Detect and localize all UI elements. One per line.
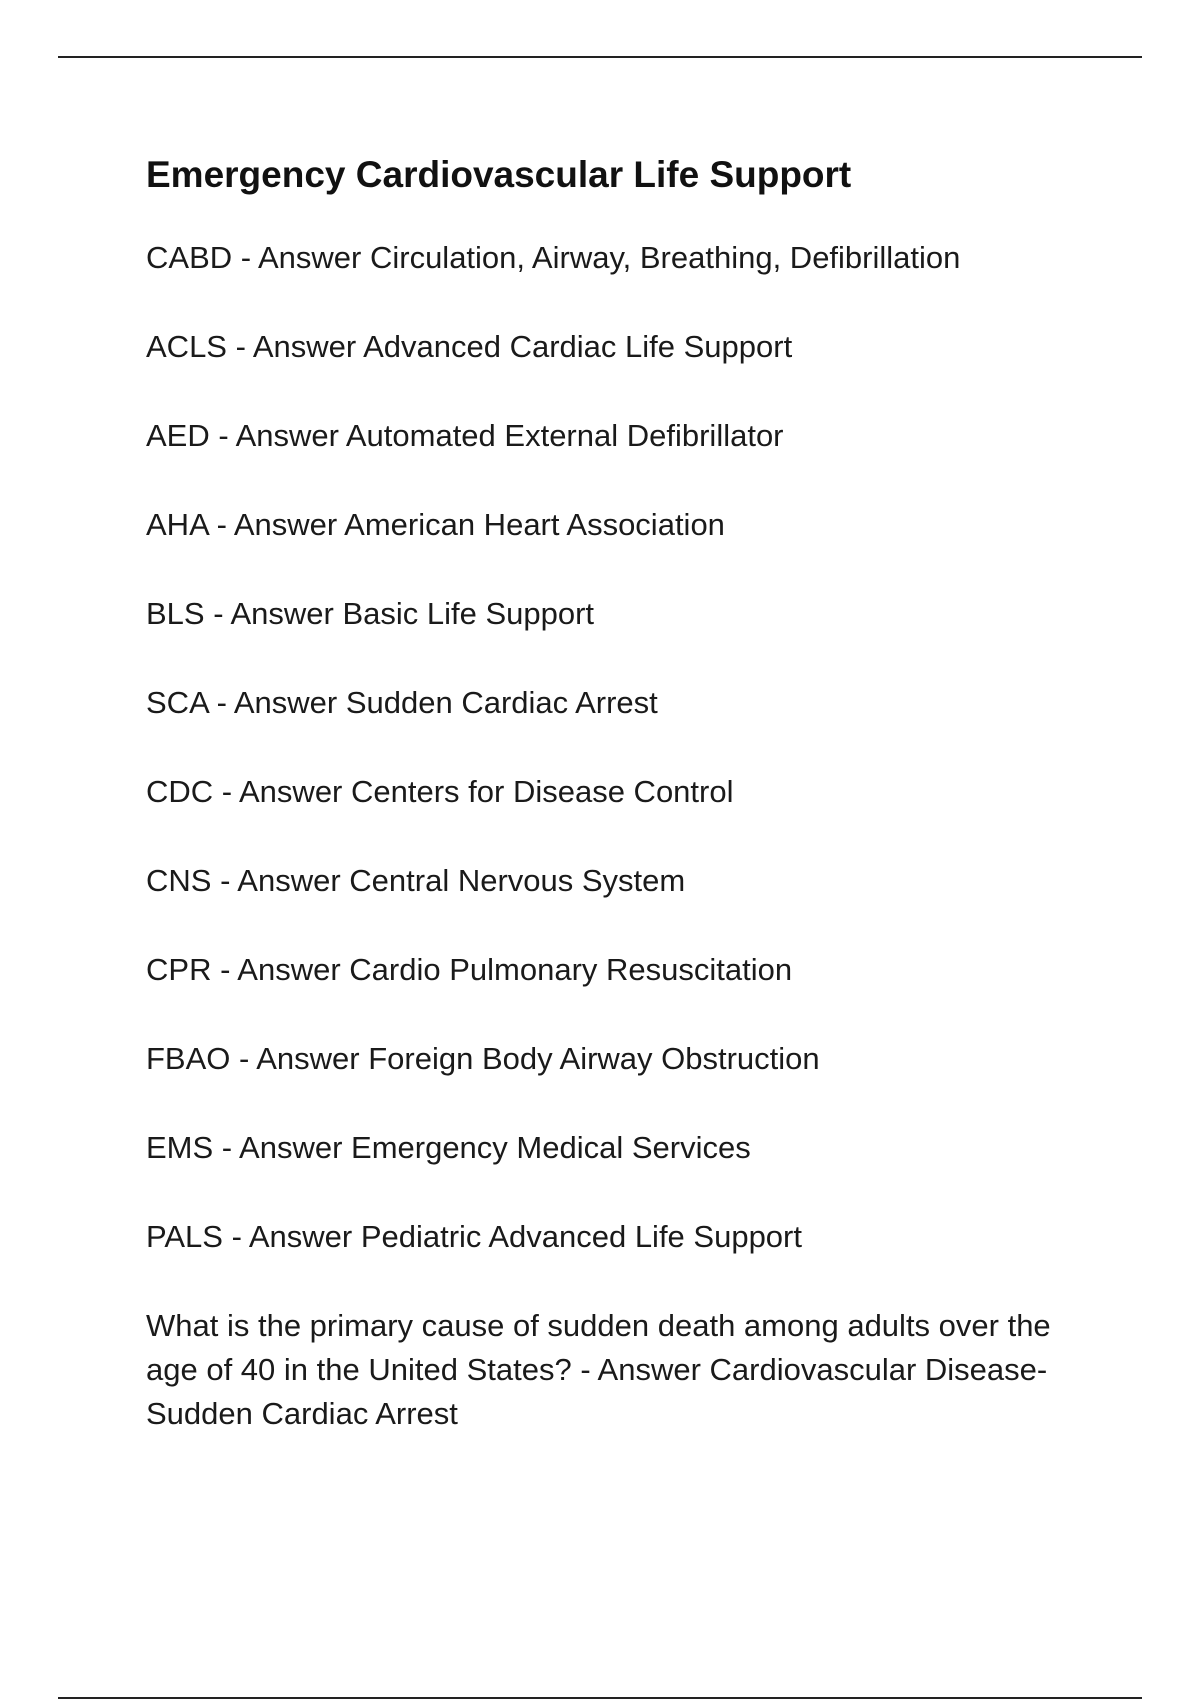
qa-term: BLS <box>146 596 205 631</box>
qa-term: What is the primary cause of sudden death among adults over the age of 40 in the United States? <box>146 1308 1051 1387</box>
qa-item <box>146 1126 1076 1170</box>
qa-item <box>146 948 1076 992</box>
qa-answer: Advanced Cardiac Life Support <box>363 329 793 364</box>
top-rule <box>58 56 1142 58</box>
qa-term: CDC <box>146 774 214 809</box>
qa-list <box>146 236 1076 1436</box>
qa-item <box>146 503 1076 547</box>
qa-term: AHA <box>146 507 209 542</box>
qa-term: FBAO <box>146 1041 231 1076</box>
qa-answer: Pediatric Advanced Life Support <box>360 1219 802 1254</box>
qa-answer: Cardiovascular Disease- Sudden Cardiac Arrest <box>146 1352 1048 1431</box>
qa-separator: - Answer <box>222 1219 361 1254</box>
qa-separator: - Answer <box>209 418 346 453</box>
qa-separator: - Answer <box>571 1352 710 1387</box>
qa-separator: - Answer <box>211 952 350 987</box>
qa-term: CABD <box>146 240 233 275</box>
qa-answer: Circulation, Airway, Breathing, Defibrillation <box>369 240 961 275</box>
qa-item <box>146 325 1076 369</box>
qa-answer: Basic Life Support <box>342 596 595 631</box>
qa-item <box>146 236 1076 280</box>
qa-answer: Central Nervous System <box>349 863 686 898</box>
qa-item <box>146 592 1076 636</box>
qa-answer: Sudden Cardiac Arrest <box>345 685 658 720</box>
bottom-rule <box>58 1697 1142 1699</box>
qa-term: CPR <box>146 952 212 987</box>
qa-item <box>146 1304 1076 1436</box>
qa-separator: - Answer <box>213 774 351 809</box>
qa-answer: Foreign Body Airway Obstruction <box>368 1041 820 1076</box>
qa-term: SCA <box>146 685 209 720</box>
qa-separator: - Answer <box>208 685 346 720</box>
qa-term: CNS <box>146 863 212 898</box>
qa-separator: - Answer <box>204 596 343 631</box>
qa-item <box>146 859 1076 903</box>
qa-separator: - Answer <box>211 863 350 898</box>
qa-answer: Centers for Disease Control <box>351 774 734 809</box>
qa-item <box>146 414 1076 458</box>
qa-separator: - Answer <box>232 240 370 275</box>
qa-item <box>146 770 1076 814</box>
qa-answer: Emergency Medical Services <box>351 1130 751 1165</box>
qa-answer: American Heart Association <box>344 507 725 542</box>
qa-item <box>146 1037 1076 1081</box>
qa-separator: - Answer <box>213 1130 352 1165</box>
qa-separator: - Answer <box>230 1041 369 1076</box>
qa-term: PALS <box>146 1219 223 1254</box>
document-body <box>146 150 1076 1481</box>
qa-answer: Cardio Pulmonary Resuscitation <box>349 952 793 987</box>
qa-separator: - Answer <box>226 329 364 364</box>
qa-answer: Automated External Defibrillator <box>345 418 784 453</box>
qa-item <box>146 681 1076 725</box>
qa-item <box>146 1215 1076 1259</box>
qa-term: AED <box>146 418 210 453</box>
qa-term: ACLS <box>146 329 227 364</box>
document-title: Emergency Cardiovascular Life Support <box>146 154 852 195</box>
qa-separator: - Answer <box>208 507 345 542</box>
qa-term: EMS <box>146 1130 214 1165</box>
